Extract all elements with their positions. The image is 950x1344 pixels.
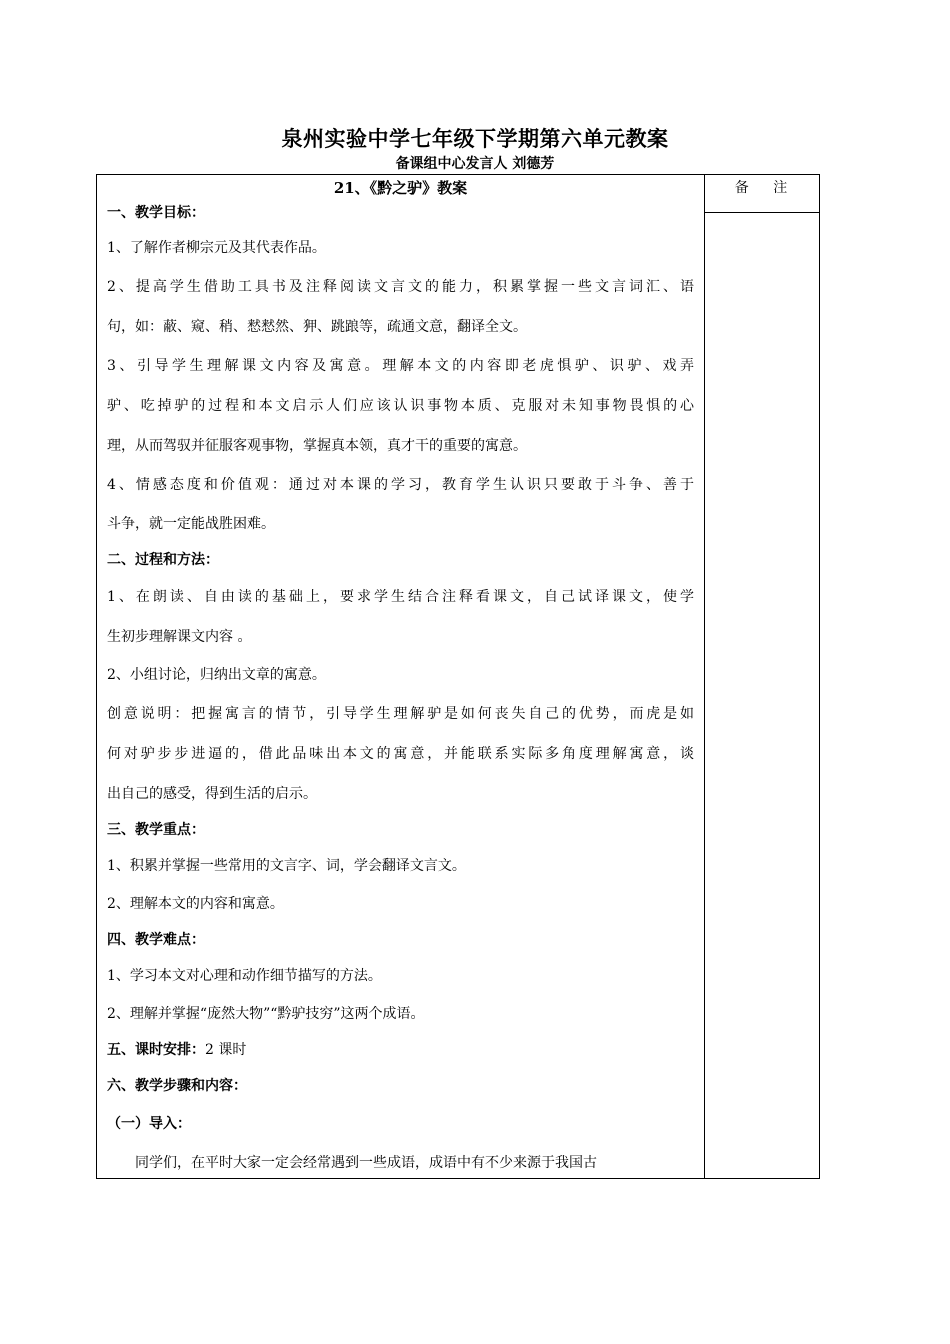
content-line: 4、情感态度和价值观：通过对本课的学习，教育学生认识只要敢于斗争、善于 (107, 476, 694, 493)
remarks-header: 备 注 (705, 175, 819, 213)
subsection-heading: （一）导入： (107, 1115, 191, 1132)
section-heading-class-hours (107, 1033, 694, 1067)
lesson-content (97, 201, 704, 1183)
content-line: 1、了解作者柳宗元及其代表作品。 (107, 240, 326, 256)
section-heading-label: 五、课时安排： (107, 1041, 205, 1058)
content-line: 3、引导学生理解课文内容及寓意。理解本文的内容即老虎惧驴、识驴、戏弄 (107, 357, 694, 374)
page-subtitle: 备课组中心发言人 刘德芳 (395, 156, 555, 172)
content-line: 创意说明：把握寓言的情节，引导学生理解驴是如何丧失自己的优势，而虎是如 (107, 705, 694, 722)
content-line: 驴、吃掉驴的过程和本文启示人们应该认识事物本质、克服对未知事物畏惧的心 (107, 398, 694, 414)
content-line: 出自己的感受，得到生活的启示。 (107, 785, 317, 802)
content-line: 斗争，就一定能战胜困难。 (107, 516, 275, 532)
lesson-content-column (97, 175, 705, 1178)
section-heading: 一、教学目标： (107, 205, 205, 221)
content-line: 2、理解本文的内容和寓意。 (107, 895, 284, 912)
section-heading: 三、教学重点： (107, 821, 205, 838)
lesson-plan-table (96, 174, 820, 1179)
content-line: 生初步理解课文内容 。 (107, 628, 252, 645)
content-line: 理，从而驾驭并征服客观事物，掌握真本领，真才干的重要的寓意。 (107, 437, 527, 454)
lesson-title: 21、《黔之驴》教案 (333, 179, 468, 197)
content-line: 2、提高学生借助工具书及注释阅读文言文的能力，积累掌握一些文言词汇、语 (107, 279, 694, 295)
class-hours-value: 2 课时 (205, 1041, 247, 1058)
content-line: 1、学习本文对心理和动作细节描写的方法。 (107, 967, 382, 984)
content-line: 何对驴步步进逼的，借此品味出本文的寓意，并能联系实际多角度理解寓意，谈 (107, 746, 694, 762)
content-line: 2、理解并掌握“庞然大物”“黔驴技穷”这两个成语。 (107, 1005, 425, 1022)
content-line: 同学们，在平时大家一定会经常遇到一些成语，成语中有不少来源于我国古 (135, 1154, 597, 1171)
content-line: 1、积累并掌握一些常用的文言字、词，学会翻译文言文。 (107, 857, 466, 874)
content-line: 1、在朗读、自由读的基础上，要求学生结合注释看课文，自己试译课文，使学 (107, 589, 694, 605)
section-heading: 四、教学难点： (107, 931, 205, 948)
section-heading: 六、教学步骤和内容： (107, 1077, 247, 1094)
page-title: 泉州实验中学七年级下学期第六单元教案 (281, 126, 669, 151)
remarks-column (705, 175, 819, 1178)
content-line: 句，如：蔽、窥、稍、慭慭然、狎、跳踉等，疏通文意，翻译全文。 (107, 318, 527, 335)
content-line: 2、小组讨论，归纳出文章的寓意。 (107, 666, 326, 683)
section-heading: 二、过程和方法： (107, 552, 219, 568)
